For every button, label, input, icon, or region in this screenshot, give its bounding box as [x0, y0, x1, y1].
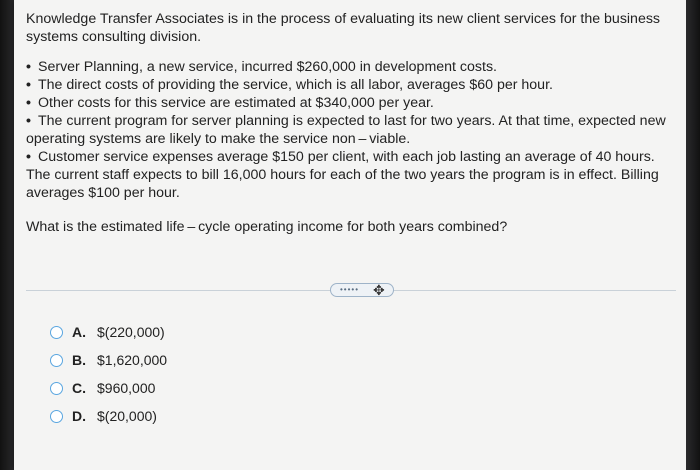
- bullet-item: [26, 76, 666, 94]
- option-letter: A.: [72, 324, 86, 340]
- option-text: $960,000: [97, 380, 156, 396]
- bullet-item: [26, 112, 666, 148]
- monitor-bezel-right: [686, 0, 700, 470]
- quiz-screen: [14, 0, 686, 470]
- question-intro: Knowledge Transfer Associates is in the process of evaluating its new client services for the business systems consulting division.: [26, 11, 661, 45]
- bullet-dot-icon: •: [26, 59, 31, 75]
- radio-button-d[interactable]: [50, 410, 63, 423]
- question-prompt: What is the estimated life – cycle operating income for both years combined?: [26, 219, 508, 235]
- option-letter: B.: [72, 352, 86, 368]
- radio-button-c[interactable]: [50, 382, 63, 395]
- bullet-dot-icon: •: [26, 113, 31, 129]
- option-text: $(20,000): [97, 408, 157, 424]
- option-text: $1,620,000: [97, 352, 168, 368]
- bullet-item: [26, 94, 666, 112]
- move-cursor-icon: ✥: [373, 282, 385, 298]
- bullet-text: Other costs for this service are estimated at $340,000 per year.: [38, 95, 434, 111]
- option-b[interactable]: [50, 346, 167, 374]
- option-d[interactable]: [50, 402, 167, 430]
- bullet-text: Customer service expenses average $150 per client, with each job lasting an average of 40 hours. The current staff expects to bill 16,000 hours for each of the two years the program is in effect. Billing averages $100 per hour.: [26, 149, 659, 201]
- bullet-item: [26, 58, 666, 76]
- option-letter: C.: [72, 380, 86, 396]
- expand-handle-button[interactable]: [330, 283, 394, 297]
- option-text: $(220,000): [97, 324, 165, 340]
- expand-dots: •••••: [340, 285, 360, 294]
- bullet-dot-icon: •: [26, 77, 31, 93]
- answer-options: [50, 318, 167, 430]
- bullet-text: Server Planning, a new service, incurred $260,000 in development costs.: [38, 59, 497, 75]
- option-c[interactable]: [50, 374, 167, 402]
- bullet-dot-icon: •: [26, 149, 31, 165]
- radio-button-b[interactable]: [50, 354, 63, 367]
- radio-button-a[interactable]: [50, 326, 63, 339]
- monitor-bezel-left: [0, 0, 14, 470]
- option-a[interactable]: [50, 318, 167, 346]
- bullet-text: The current program for server planning is expected to last for two years. At that time, expected new operating systems are likely to make the service non – viable.: [26, 113, 666, 147]
- option-letter: D.: [72, 408, 86, 424]
- bullet-text: The direct costs of providing the service, which is all labor, averages $60 per hour.: [38, 77, 553, 93]
- question-block: [26, 10, 666, 236]
- bullet-dot-icon: •: [26, 95, 31, 111]
- bullet-item: [26, 148, 666, 202]
